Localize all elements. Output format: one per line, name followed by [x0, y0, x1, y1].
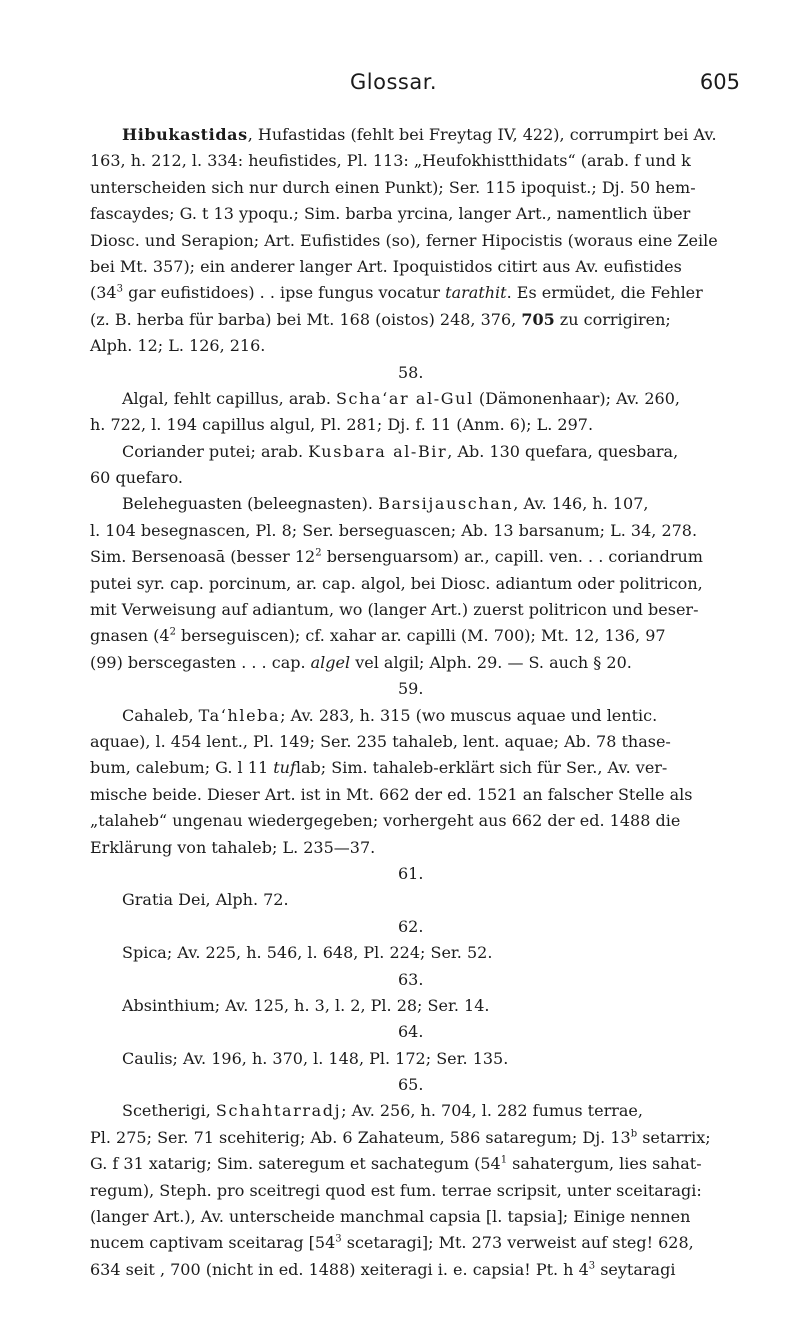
text-line	[90, 650, 740, 676]
text-line	[90, 782, 740, 808]
text-segment: vel algil; Alph. 29. — S. auch § 20.	[350, 652, 632, 672]
text-segment: 163, h. 212, l. 334: heufistides, Pl. 113: „Heufokhistthidats“ (arab. f und k	[90, 151, 691, 171]
text-segment: ; Av. 256, h. 704, l. 282 fumus terrae,	[341, 1101, 643, 1121]
text-segment: setarrix;	[637, 1127, 711, 1147]
text-segment: 58.	[398, 362, 424, 382]
text-segment: tuf	[273, 758, 296, 778]
text-line	[90, 571, 740, 597]
text-segment: aquae), l. 454 lent., Pl. 149; Ser. 235 tahaleb, lent. aquae; Ab. 78 thase-	[90, 731, 671, 751]
superscript: b	[630, 1128, 638, 1140]
text-segment: Ta‘hleba	[198, 705, 281, 725]
text-segment: bersenguarsom) ar., capill. ven. . . coriandrum	[321, 547, 703, 567]
text-segment: 65.	[398, 1075, 424, 1095]
entry-headword: Hibukastidas	[122, 125, 248, 144]
text-segment: (Dämonenhaar); Av. 260,	[473, 388, 680, 408]
text-segment: l. 104 besegnascen, Pl. 8; Ser. berseguascen; Ab. 13 barsanum; L. 34, 278.	[90, 520, 698, 540]
text-segment: Scha‘ar al-Gul	[336, 388, 474, 408]
text-segment: bei Mt. 357); ein anderer langer Art. Ipoquistidos citirt aus Av. eufistides	[90, 256, 682, 276]
text-line	[90, 518, 740, 544]
text-segment: Alph. 12; L. 126, 216.	[90, 336, 266, 356]
text-line	[90, 993, 740, 1019]
section-number	[90, 360, 740, 386]
text-segment: Schahtarradj	[215, 1101, 342, 1121]
text-line	[90, 623, 740, 649]
text-segment: Erklärung von tahaleb; L. 235—37.	[90, 837, 376, 857]
text-line	[90, 940, 740, 966]
text-line	[90, 703, 740, 729]
text-segment: 61.	[398, 863, 424, 883]
text-segment: 63.	[398, 969, 424, 989]
superscript: 2	[315, 547, 322, 559]
text-line	[90, 254, 740, 280]
text-line	[90, 386, 740, 412]
text-segment: G. f 31 xatarig; Sim. sateregum et sachategum (54	[90, 1154, 501, 1174]
text-segment: 59.	[398, 679, 424, 699]
text-segment: Beleheguasten (beleegnasten).	[122, 494, 379, 514]
superscript: 3	[116, 284, 123, 296]
text-segment: 62.	[398, 916, 424, 936]
page-number: 605	[699, 70, 740, 94]
text-segment: (99) berscegasten . . . cap.	[90, 652, 311, 672]
text-segment: algel	[310, 652, 351, 672]
text-segment: Sim. Bersenoasā (besser 12	[90, 547, 316, 567]
text-segment: lab; Sim. tahaleb-erklärt sich für Ser., Av. ver-	[295, 758, 668, 778]
text-line	[90, 1046, 740, 1072]
text-line	[90, 201, 740, 227]
text-line	[90, 808, 740, 834]
text-segment: , Ab. 130 quefara, quesbara,	[447, 441, 679, 461]
text-segment: 64.	[398, 1022, 424, 1042]
text-segment: (34	[90, 283, 117, 303]
text-line	[90, 465, 740, 491]
text-segment: bum, calebum; G. l 11	[90, 758, 274, 778]
text-line	[90, 439, 740, 465]
text-line	[90, 597, 740, 623]
text-segment: putei syr. cap. porcinum, ar. cap. algol, bei Diosc. adiantum oder politricon,	[90, 573, 703, 593]
text-line	[90, 1230, 740, 1256]
text-segment: tarathit	[445, 283, 507, 303]
text-segment: berseguiscen); cf. xahar ar. capilli (M. 700); Mt. 12, 136, 97	[175, 626, 666, 646]
text-line	[90, 1178, 740, 1204]
text-segment: Algal, fehlt capillus, arab.	[122, 388, 336, 408]
text-line	[90, 755, 740, 781]
text-segment: scetaragi]; Mt. 273 verweist auf steg! 628,	[341, 1233, 694, 1253]
running-header	[90, 70, 740, 110]
text-line	[90, 887, 740, 913]
text-line	[90, 835, 740, 861]
text-line	[90, 280, 740, 306]
text-segment: Caulis; Av. 196, h. 370, l. 148, Pl. 172; Ser. 135.	[122, 1048, 509, 1068]
text-line	[90, 1257, 740, 1283]
text-line	[90, 544, 740, 570]
text-segment: Gratia Dei, Alph. 72.	[122, 890, 289, 910]
text-segment: mische beide. Dieser Art. ist in Mt. 662 der ed. 1521 an falscher Stelle als	[90, 784, 693, 804]
text-segment: Pl. 275; Ser. 71 scehiterig; Ab. 6 Zahateum, 586 sataregum; Dj. 13	[90, 1127, 631, 1147]
superscript: 1	[500, 1154, 508, 1166]
text-segment: . Es ermüdet, die Fehler	[506, 283, 703, 303]
text-segment: Scetherigi,	[122, 1101, 216, 1121]
glossary-text	[90, 122, 740, 1283]
text-line	[90, 175, 740, 201]
section-number	[90, 861, 740, 887]
text-line	[90, 228, 740, 254]
text-line	[90, 1204, 740, 1230]
text-segment: zu corrigiren;	[554, 309, 671, 329]
section-number	[90, 967, 740, 993]
text-segment: regum), Steph. pro sceitregi quod est fum. terrae scripsit, unter sceitaragi:	[90, 1180, 702, 1200]
text-segment: , Av. 146, h. 107,	[513, 494, 649, 514]
text-segment: 60 quefaro.	[90, 468, 184, 488]
text-segment: ; Av. 283, h. 315 (wo muscus aquae und lentic.	[280, 705, 658, 725]
section-number	[90, 1072, 740, 1098]
text-segment: sahatergum, lies sahat-	[507, 1154, 702, 1174]
text-segment: Cahaleb,	[122, 705, 199, 725]
text-segment: mit Verweisung auf adiantum, wo (langer Art.) zuerst politricon und beser-	[90, 600, 699, 620]
text-line	[90, 1151, 740, 1177]
text-segment: , Hufastidas (fehlt bei Freytag IV, 422), corrumpirt bei Av.	[247, 125, 717, 144]
text-segment: nucem captivam sceitarag [54	[90, 1233, 336, 1253]
text-segment: (langer Art.), Av. unterscheide manchmal capsia [l. tapsia]; Einige nennen	[90, 1207, 691, 1227]
text-segment: Kusbara al-Bir	[308, 441, 448, 461]
text-line	[90, 307, 740, 333]
superscript: 2	[169, 627, 176, 639]
superscript: 3	[588, 1260, 596, 1272]
text-line	[90, 491, 740, 517]
text-segment: fascaydes; G. t 13 ypoqu.; Sim. barba yrcina, langer Art., namentlich über	[90, 204, 691, 224]
text-segment: Spica; Av. 225, h. 546, l. 648, Pl. 224; Ser. 52.	[122, 943, 493, 963]
text-segment: Barsijauschan	[378, 494, 514, 514]
text-segment: Coriander putei; arab.	[122, 441, 309, 461]
text-line	[90, 333, 740, 359]
text-segment: 634 seit , 700 (nicht in ed. 1488) xeiteragi i. e. capsia! Pt. h 4	[90, 1259, 589, 1279]
text-line	[90, 729, 740, 755]
text-segment: gar eufistidoes) . . ipse fungus vocatur	[122, 283, 446, 303]
text-segment: (z. B. herba für barba) bei Mt. 168 (oistos) 248, 376,	[90, 309, 522, 329]
text-segment: gnasen (4	[90, 626, 170, 646]
section-number	[90, 914, 740, 940]
section-number	[90, 676, 740, 702]
text-segment: „talaheb“ ungenau wiedergegeben; vorhergeht aus 662 der ed. 1488 die	[90, 811, 681, 831]
text-line	[90, 148, 740, 174]
text-segment: seytaragi	[595, 1259, 676, 1279]
text-segment: Absinthium; Av. 125, h. 3, l. 2, Pl. 28; Ser. 14.	[122, 995, 490, 1015]
text-segment: h. 722, l. 194 capillus algul, Pl. 281; Dj. f. 11 (Anm. 6); L. 297.	[90, 415, 594, 435]
text-segment: unterscheiden sich nur durch einen Punkt); Ser. 115 ipoquist.; Dj. 50 hem-	[90, 177, 696, 197]
superscript: 3	[335, 1234, 342, 1246]
section-number	[90, 1019, 740, 1045]
text-line	[90, 1098, 740, 1124]
text-line	[90, 122, 740, 148]
text-line	[90, 412, 740, 438]
running-title: Glossar.	[350, 70, 438, 94]
text-segment: 705	[521, 309, 555, 329]
text-line	[90, 1125, 740, 1151]
text-segment: Diosc. und Serapion; Art. Eufistides (so), ferner Hipocistis (woraus eine Zeile	[90, 230, 718, 250]
